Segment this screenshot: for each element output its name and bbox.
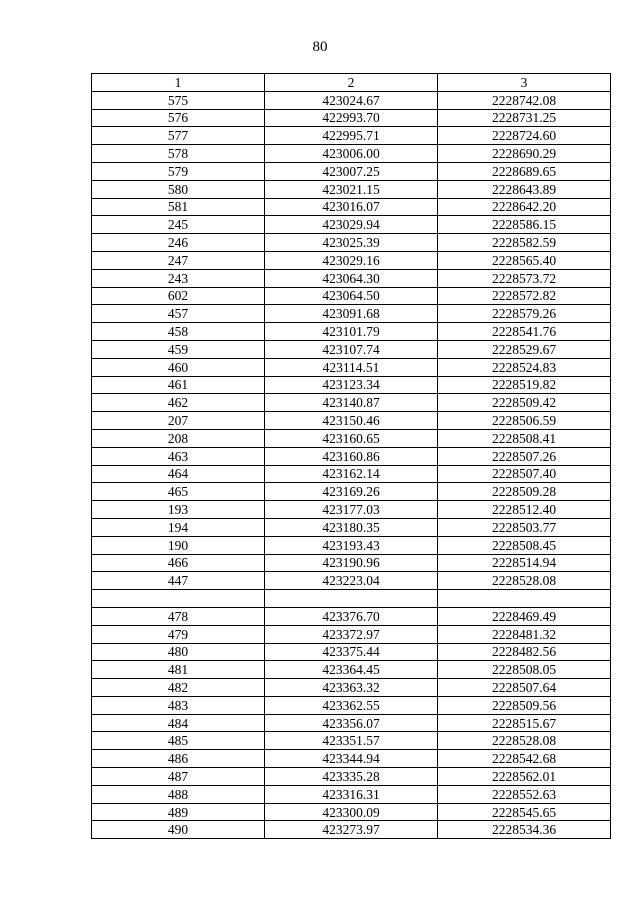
point-number-cell: 459 — [92, 340, 265, 358]
point-number-cell: 579 — [92, 162, 265, 180]
table-row — [92, 554, 611, 572]
coordinate-x-cell: 423363.32 — [265, 679, 438, 697]
table-row — [92, 625, 611, 643]
coordinate-x-cell: 423140.87 — [265, 394, 438, 412]
point-number-cell: 463 — [92, 447, 265, 465]
coordinate-x-cell: 423362.55 — [265, 696, 438, 714]
table-row — [92, 216, 611, 234]
coordinate-y-cell: 2228481.32 — [438, 625, 611, 643]
point-number-cell: 208 — [92, 429, 265, 447]
coordinate-y-cell: 2228579.26 — [438, 305, 611, 323]
coordinate-x-cell: 423107.74 — [265, 340, 438, 358]
coordinate-y-cell: 2228509.42 — [438, 394, 611, 412]
table-row — [92, 412, 611, 430]
coordinate-y-cell: 2228689.65 — [438, 162, 611, 180]
point-number-cell: 486 — [92, 750, 265, 768]
coordinate-x-cell: 423162.14 — [265, 465, 438, 483]
coordinate-x-cell: 423372.97 — [265, 625, 438, 643]
coordinate-x-cell: 423351.57 — [265, 732, 438, 750]
coordinate-y-cell: 2228529.67 — [438, 340, 611, 358]
coordinate-x-cell: 423316.31 — [265, 785, 438, 803]
coordinate-y-cell: 2228552.63 — [438, 785, 611, 803]
coordinate-y-cell: 2228509.28 — [438, 483, 611, 501]
point-number-cell: 447 — [92, 572, 265, 590]
coordinate-x-cell: 423335.28 — [265, 768, 438, 786]
coordinate-x-cell: 423025.39 — [265, 234, 438, 252]
coordinate-y-cell: 2228562.01 — [438, 768, 611, 786]
coordinate-x-cell: 423160.86 — [265, 447, 438, 465]
point-number-cell: 484 — [92, 714, 265, 732]
coordinate-x-cell: 423180.35 — [265, 518, 438, 536]
table-row — [92, 607, 611, 625]
point-number-cell: 577 — [92, 127, 265, 145]
coordinate-y-cell: 2228503.77 — [438, 518, 611, 536]
point-number-cell: 243 — [92, 269, 265, 287]
coordinate-x-cell: 423101.79 — [265, 323, 438, 341]
point-number-cell: 580 — [92, 180, 265, 198]
table-row — [92, 323, 611, 341]
coordinate-x-cell: 423344.94 — [265, 750, 438, 768]
coordinate-y-cell: 2228586.15 — [438, 216, 611, 234]
table-body — [92, 91, 611, 838]
table-row — [92, 429, 611, 447]
table-row — [92, 661, 611, 679]
table-row — [92, 91, 611, 109]
point-number-cell: 581 — [92, 198, 265, 216]
coordinate-y-cell: 2228519.82 — [438, 376, 611, 394]
coordinate-y-cell: 2228643.89 — [438, 180, 611, 198]
coordinate-y-cell: 2228545.65 — [438, 803, 611, 821]
coordinate-y-cell: 2228512.40 — [438, 501, 611, 519]
table-row — [92, 145, 611, 163]
coordinate-x-cell: 423029.94 — [265, 216, 438, 234]
table-row — [92, 714, 611, 732]
point-number-cell: 465 — [92, 483, 265, 501]
point-number-cell: 190 — [92, 536, 265, 554]
point-number-cell: 489 — [92, 803, 265, 821]
coordinate-x-cell: 423190.96 — [265, 554, 438, 572]
coordinate-x-cell: 423123.34 — [265, 376, 438, 394]
table-row — [92, 269, 611, 287]
coordinate-x-cell: 423376.70 — [265, 607, 438, 625]
point-number-cell: 462 — [92, 394, 265, 412]
point-number-cell — [92, 590, 265, 608]
point-number-cell: 458 — [92, 323, 265, 341]
coordinate-y-cell: 2228506.59 — [438, 412, 611, 430]
point-number-cell: 487 — [92, 768, 265, 786]
point-number-cell: 490 — [92, 821, 265, 839]
coordinate-y-cell: 2228524.83 — [438, 358, 611, 376]
coordinate-y-cell: 2228731.25 — [438, 109, 611, 127]
table-row — [92, 394, 611, 412]
table-row — [92, 287, 611, 305]
table-row — [92, 305, 611, 323]
table-row — [92, 750, 611, 768]
coordinate-y-cell: 2228534.36 — [438, 821, 611, 839]
table-row — [92, 501, 611, 519]
coordinate-x-cell: 423064.50 — [265, 287, 438, 305]
column-header-2: 2 — [265, 74, 438, 92]
point-number-cell: 483 — [92, 696, 265, 714]
coordinate-x-cell: 423300.09 — [265, 803, 438, 821]
table-row — [92, 518, 611, 536]
coordinate-x-cell: 423364.45 — [265, 661, 438, 679]
point-number-cell: 246 — [92, 234, 265, 252]
coordinate-y-cell: 2228582.59 — [438, 234, 611, 252]
coordinate-y-cell: 2228507.26 — [438, 447, 611, 465]
coordinate-y-cell: 2228528.08 — [438, 732, 611, 750]
coordinate-y-cell — [438, 590, 611, 608]
point-number-cell: 479 — [92, 625, 265, 643]
coordinate-y-cell: 2228690.29 — [438, 145, 611, 163]
table-row — [92, 180, 611, 198]
coordinate-x-cell: 423273.97 — [265, 821, 438, 839]
coordinate-y-cell: 2228508.41 — [438, 429, 611, 447]
page-number: 80 — [312, 39, 328, 55]
coordinate-y-cell: 2228541.76 — [438, 323, 611, 341]
coordinate-x-cell: 423016.07 — [265, 198, 438, 216]
coordinate-x-cell: 423193.43 — [265, 536, 438, 554]
coordinate-x-cell: 423375.44 — [265, 643, 438, 661]
point-number-cell: 247 — [92, 251, 265, 269]
coordinate-x-cell: 423223.04 — [265, 572, 438, 590]
coordinate-x-cell: 423064.30 — [265, 269, 438, 287]
coordinate-y-cell: 2228508.45 — [438, 536, 611, 554]
point-number-cell: 481 — [92, 661, 265, 679]
coordinate-x-cell: 423021.15 — [265, 180, 438, 198]
table-row — [92, 572, 611, 590]
point-number-cell: 457 — [92, 305, 265, 323]
table-row — [92, 643, 611, 661]
coordinate-x-cell: 423169.26 — [265, 483, 438, 501]
coordinate-x-cell: 423177.03 — [265, 501, 438, 519]
coordinate-y-cell: 2228507.64 — [438, 679, 611, 697]
table-row — [92, 821, 611, 839]
table-row — [92, 803, 611, 821]
coordinate-y-cell: 2228507.40 — [438, 465, 611, 483]
point-number-cell: 578 — [92, 145, 265, 163]
table-row — [92, 447, 611, 465]
table-header-row — [92, 74, 611, 92]
coordinate-y-cell: 2228509.56 — [438, 696, 611, 714]
coordinate-x-cell: 423114.51 — [265, 358, 438, 376]
table-row — [92, 234, 611, 252]
point-number-cell: 576 — [92, 109, 265, 127]
point-number-cell: 602 — [92, 287, 265, 305]
table-row — [92, 109, 611, 127]
coordinate-x-cell: 423091.68 — [265, 305, 438, 323]
coordinate-x-cell: 423006.00 — [265, 145, 438, 163]
table-row — [92, 536, 611, 554]
table-row — [92, 376, 611, 394]
table-row — [92, 198, 611, 216]
coordinate-y-cell: 2228565.40 — [438, 251, 611, 269]
coordinate-y-cell: 2228742.08 — [438, 91, 611, 109]
coordinate-x-cell: 422993.70 — [265, 109, 438, 127]
coordinate-y-cell: 2228542.68 — [438, 750, 611, 768]
point-number-cell: 194 — [92, 518, 265, 536]
point-number-cell: 466 — [92, 554, 265, 572]
point-number-cell: 207 — [92, 412, 265, 430]
table-row — [92, 679, 611, 697]
table-row — [92, 251, 611, 269]
point-number-cell: 193 — [92, 501, 265, 519]
coordinate-y-cell: 2228515.67 — [438, 714, 611, 732]
coordinates-table — [91, 73, 611, 839]
coordinate-x-cell — [265, 590, 438, 608]
point-number-cell: 488 — [92, 785, 265, 803]
table-row — [92, 465, 611, 483]
coordinate-y-cell: 2228482.56 — [438, 643, 611, 661]
column-header-1: 1 — [92, 74, 265, 92]
point-number-cell: 482 — [92, 679, 265, 697]
coordinate-x-cell: 423356.07 — [265, 714, 438, 732]
coordinate-x-cell: 423007.25 — [265, 162, 438, 180]
coordinate-y-cell: 2228724.60 — [438, 127, 611, 145]
point-number-cell: 480 — [92, 643, 265, 661]
point-number-cell: 245 — [92, 216, 265, 234]
table-row — [92, 483, 611, 501]
point-number-cell: 460 — [92, 358, 265, 376]
coordinate-y-cell: 2228469.49 — [438, 607, 611, 625]
point-number-cell: 464 — [92, 465, 265, 483]
coordinate-y-cell: 2228514.94 — [438, 554, 611, 572]
table-row — [92, 768, 611, 786]
point-number-cell: 461 — [92, 376, 265, 394]
coordinate-y-cell: 2228573.72 — [438, 269, 611, 287]
point-number-cell: 485 — [92, 732, 265, 750]
coordinate-y-cell: 2228572.82 — [438, 287, 611, 305]
table-row — [92, 340, 611, 358]
table-row — [92, 732, 611, 750]
column-header-3: 3 — [438, 74, 611, 92]
table-row — [92, 696, 611, 714]
table-row — [92, 358, 611, 376]
coordinate-y-cell: 2228642.20 — [438, 198, 611, 216]
table-row — [92, 162, 611, 180]
coordinate-x-cell: 423160.65 — [265, 429, 438, 447]
coordinate-x-cell: 423024.67 — [265, 91, 438, 109]
coordinate-x-cell: 422995.71 — [265, 127, 438, 145]
point-number-cell: 478 — [92, 607, 265, 625]
coordinate-x-cell: 423150.46 — [265, 412, 438, 430]
table-row — [92, 127, 611, 145]
table-row — [92, 785, 611, 803]
table-row — [92, 590, 611, 608]
point-number-cell: 575 — [92, 91, 265, 109]
coordinate-y-cell: 2228528.08 — [438, 572, 611, 590]
coordinate-y-cell: 2228508.05 — [438, 661, 611, 679]
coordinate-x-cell: 423029.16 — [265, 251, 438, 269]
